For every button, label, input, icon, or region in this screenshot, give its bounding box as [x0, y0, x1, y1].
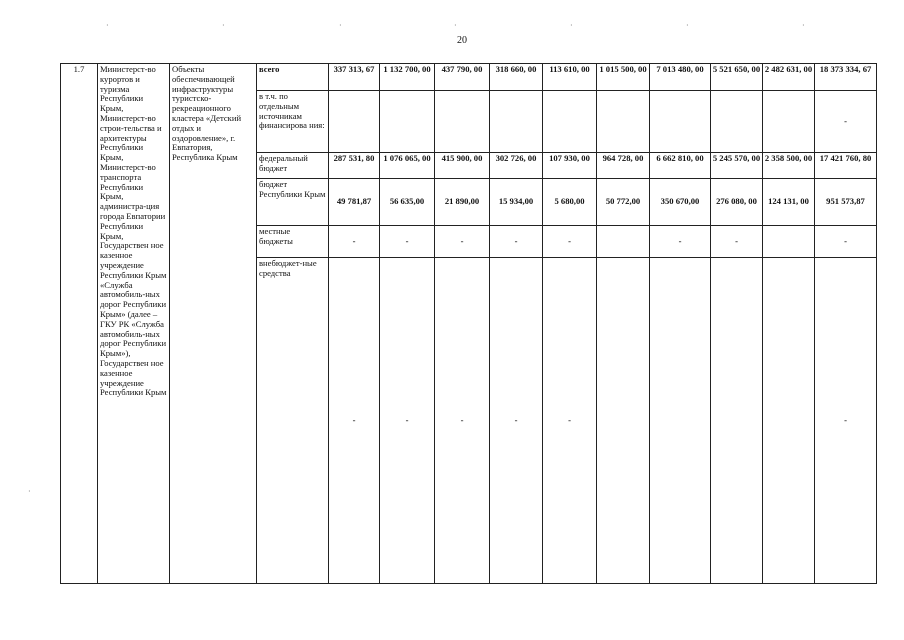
value-cell: - [329, 226, 380, 258]
value-cell: 437 790, 00 [435, 64, 490, 91]
value-cell: 287 531, 80 [329, 153, 380, 179]
value-cell [597, 91, 650, 153]
value-cell: - [380, 258, 435, 584]
value-cell: 1 015 500, 00 [597, 64, 650, 91]
value-cell [597, 226, 650, 258]
value-cell: - [435, 258, 490, 584]
value-cell [329, 91, 380, 153]
value-cell: 318 660, 00 [490, 64, 543, 91]
value-cell [597, 258, 650, 584]
value-cell [650, 91, 711, 153]
scan-dot: · [570, 21, 573, 30]
scan-dot: · [28, 487, 31, 496]
value-cell: 964 728, 00 [597, 153, 650, 179]
value-cell [543, 91, 597, 153]
value-cell: 415 900, 00 [435, 153, 490, 179]
value-cell: - [490, 226, 543, 258]
value-cell: 50 772,00 [597, 179, 650, 226]
value-cell [650, 258, 711, 584]
value-cell: - [490, 258, 543, 584]
value-cell: - [543, 258, 597, 584]
value-cell [711, 91, 763, 153]
value-cell: 15 934,00 [490, 179, 543, 226]
object-cell: Объекты обеспечивающей инфраструктуры туристско-рекреационного кластера «Детский отдых и оздоровление», г. Евпатория, Республика Крым [170, 64, 257, 584]
scan-dot: · [339, 21, 342, 30]
scan-dot: · [106, 21, 109, 30]
table-row [61, 64, 877, 91]
value-cell: 18 373 334, 67 [815, 64, 877, 91]
value-cell: 7 013 480, 00 [650, 64, 711, 91]
value-cell: 6 662 810, 00 [650, 153, 711, 179]
value-cell: 113 610, 00 [543, 64, 597, 91]
value-cell: - [543, 226, 597, 258]
value-cell: 5 521 650, 00 [711, 64, 763, 91]
value-cell: 49 781,87 [329, 179, 380, 226]
value-cell [435, 91, 490, 153]
value-cell: 350 670,00 [650, 179, 711, 226]
scan-dot: · [454, 21, 457, 30]
value-cell: - [650, 226, 711, 258]
source-local-label: местные бюджеты [257, 226, 329, 258]
value-cell: 2 358 500, 00 [763, 153, 815, 179]
value-cell: - [711, 226, 763, 258]
page-number: 20 [457, 35, 467, 46]
source-republic-label: бюджет Республики Крым [257, 179, 329, 226]
value-cell [763, 226, 815, 258]
row-number: 1.7 [61, 64, 98, 584]
value-cell: 21 890,00 [435, 179, 490, 226]
scan-dot: · [222, 21, 225, 30]
value-cell: 5 245 570, 00 [711, 153, 763, 179]
value-cell: - [815, 91, 877, 153]
value-cell: 951 573,87 [815, 179, 877, 226]
value-cell [763, 91, 815, 153]
source-incl-label: в т.ч. по отдельным источникам финансирова ния: [257, 91, 329, 153]
value-cell [490, 91, 543, 153]
executors-cell: Министерст-во курортов и туризма Республики Крым, Министерст-во строи-тельства и архитектуры Республики Крым, Министерст-во транспорта Республики Крым, администра-ция города Евпатории Республики Крым, Государствен ное казенное учреждение Республики Крым «Служба автомобиль-ных дорог Республики Крым» (далее – ГКУ РК «Служба автомобиль-ных дорог Республики Крым»), Государствен ное казенное учреждение Республики Крым [98, 64, 170, 584]
value-cell: 124 131, 00 [763, 179, 815, 226]
financing-table [60, 63, 877, 584]
value-cell: - [815, 258, 877, 584]
source-total-label: всего [257, 64, 329, 91]
value-cell [711, 258, 763, 584]
value-cell: 2 482 631, 00 [763, 64, 815, 91]
value-cell: - [329, 258, 380, 584]
value-cell: 302 726, 00 [490, 153, 543, 179]
value-cell: 276 080, 00 [711, 179, 763, 226]
value-cell: 1 132 700, 00 [380, 64, 435, 91]
value-cell: 1 076 065, 00 [380, 153, 435, 179]
value-cell: - [435, 226, 490, 258]
value-cell: 337 313, 67 [329, 64, 380, 91]
value-cell: 107 930, 00 [543, 153, 597, 179]
value-cell: 17 421 760, 80 [815, 153, 877, 179]
source-extra-label: внебюджет-ные средства [257, 258, 329, 584]
source-federal-label: федеральный бюджет [257, 153, 329, 179]
scan-dot: · [686, 21, 689, 30]
value-cell [763, 258, 815, 584]
value-cell: 56 635,00 [380, 179, 435, 226]
value-cell: - [815, 226, 877, 258]
value-cell [380, 91, 435, 153]
value-cell: - [380, 226, 435, 258]
value-cell: 5 680,00 [543, 179, 597, 226]
scan-dot: · [802, 21, 805, 30]
